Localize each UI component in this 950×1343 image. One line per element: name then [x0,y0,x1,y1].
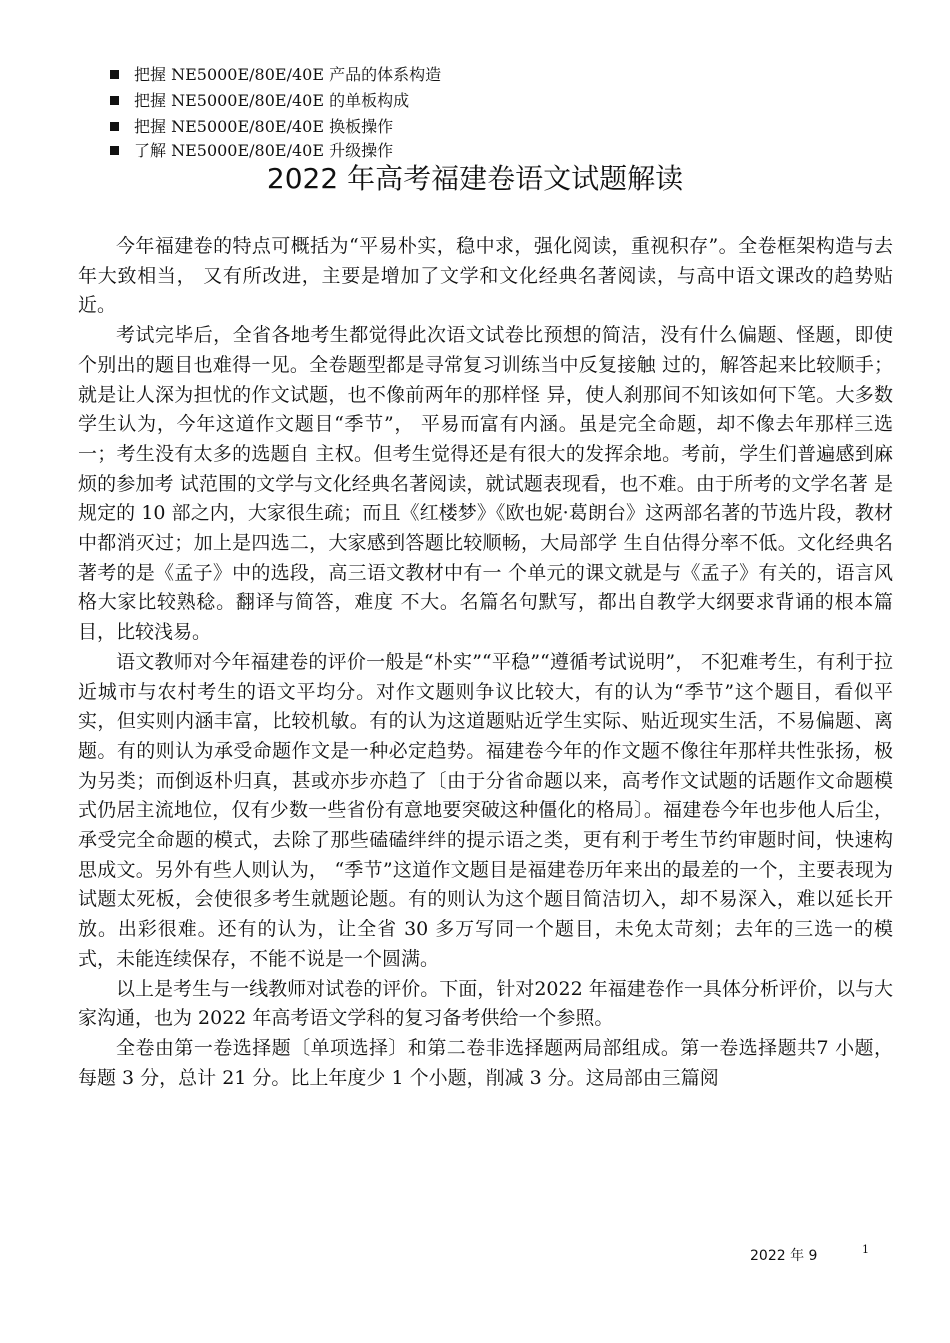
objective-item [110,88,870,114]
footer-date: 2022 年 9 [750,1248,818,1264]
page-number: 1 [862,1243,869,1256]
article-body [78,232,893,1093]
objective-item [110,114,870,140]
square-bullet-icon [110,146,119,155]
document-title: 2022 年高考福建卷语文试题解读 [266,162,684,195]
objective-list [110,62,870,162]
objective-text: 把握 NE5000E/80E/40E 产品的体系构造 [134,65,442,84]
objective-text: 了解 NE5000E/80E/40E 升级操作 [134,141,394,160]
objective-text: 把握 NE5000E/80E/40E 的单板构成 [134,91,410,110]
paragraph: 语文教师对今年福建卷的评价一般是“朴实”“平稳”“遵循考试说明”， 不犯难考生，有利于拉近城市与农村考生的语文平均分。对作文题则争议比较大，有的认为“季节”这个题目，看似平实，但实则内涵丰富，比较机敏。有的认为这道题贴近学生实际、贴近现实生活，不易偏题、离题。有的则认为承受命题作文是一种必定趋势。福建卷今年的作文题不像往年那样共性张扬，极为另类；而倒返朴归真，甚或亦步亦趋了〔由于分省命题以来，高考作文试题的话题作文命题模式仍居主流地位，仅有少数一些省份有意地要突破这种僵化的格局〕。福建卷今年也步他人后尘，承受完全命题的模式，去除了那些磕磕绊绊的提示语之类，更有利于考生节约审题时间，快速构思成文。另外有些人则认为， “季节”这道作文题目是福建卷历年来出的最差的一个，主要表现为试题太死板，会使很多考生就题论题。有的则认为这个题目简洁切入，却不易深入，难以延长开放。出彩很难。还有的认为，让全省 30 多万写同一个题目，未免太苛刻；去年的三选一的模式，未能连续保存，不能不说是一个圆满。 [78,650,893,970]
objective-text: 把握 NE5000E/80E/40E 换板操作 [134,117,394,136]
objective-item [110,62,870,88]
paragraph: 全卷由第一卷选择题〔单项选择〕和第二卷非选择题两局部组成。第一卷选择题共7 小题，每题 3 分，总计 21 分。比上年度少 1 个小题，削减 3 分。这局部由三篇阅 [78,1036,893,1089]
square-bullet-icon [110,122,119,131]
square-bullet-icon [110,96,119,105]
square-bullet-icon [110,70,119,79]
paragraph: 以上是考生与一线教师对试卷的评价。下面，针对2022 年福建卷作一具体分析评价，以与大家沟通，也为 2022 年高考语文学科的复习备考供给一个参照。 [78,977,893,1030]
paragraph: 考试完毕后，全省各地考生都觉得此次语文试卷比预想的简洁，没有什么偏题、怪题，即使个别出的题目也难得一见。全卷题型都是寻常复习训练当中反复接触 过的，解答起来比较顺手；就是让人深为担忧的作文试题，也不像前两年的那样怪 异，使人刹那间不知该如何下笔。大多数学生认为，今年这道作文题目“季节”， 平易而富有内涵。虽是完全命题，却不像去年那样三选一；考生没有太多的选题自 主权。但考生觉得还是有很大的发挥余地。考前，学生们普遍感到麻烦的参加考 试范围的文学与文化经典名著阅读，就试题表现看，也不难。由于所考的文学名著 是规定的 10 部之内，大家很生疏；而且《红楼梦》《欧也妮·葛朗台》这两部名著的节选片段，教材中都消灭过；加上是四选二，大家感到答题比较顺畅，大局部学 生自估得分率不低。文化经典名著考的是《孟子》中的选段，高三语文教材中有一 个单元的课文就是与《孟子》有关的，语言风格大家比较熟稔。翻译与简答，难度 不大。名篇名句默写，都出自教学大纲要求背诵的根本篇目，比较浅易。 [78,324,893,644]
paragraph: 今年福建卷的特点可概括为“平易朴实，稳中求，强化阅读，重视积存”。全卷框架构造与去年大致相当， 又有所改进，主要是增加了文学和文化经典名著阅读，与高中语文课改的趋势贴近。 [78,235,893,317]
objective-item [110,140,870,162]
